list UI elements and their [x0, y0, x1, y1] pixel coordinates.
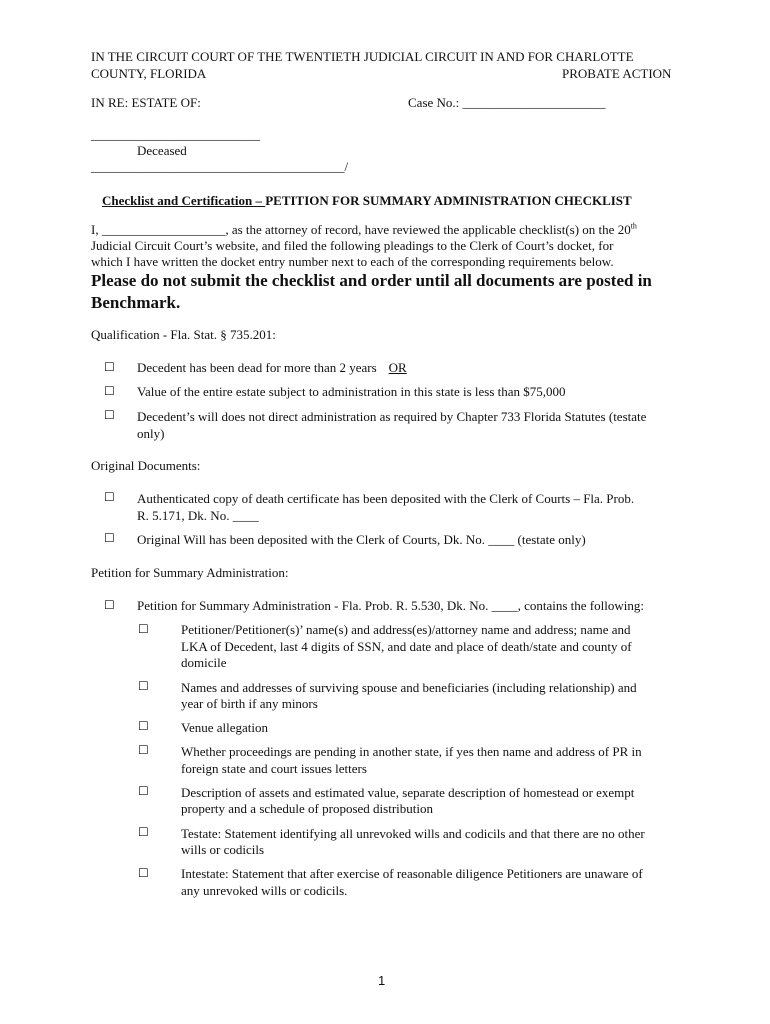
- checkbox-qual-1[interactable]: ☐: [104, 360, 115, 374]
- intro-superscript: th: [630, 221, 637, 231]
- petition-sub4-line1: Whether proceedings are pending in another state, if yes then name and address of PR in: [181, 744, 642, 759]
- intro-line3: which I have written the docket entry number next to each of the corresponding requirements below.: [91, 254, 614, 269]
- orig-item2: Original Will has been deposited with the Clerk of Courts, Dk. No. ____ (testate only): [137, 532, 586, 547]
- orig-item1-line1: Authenticated copy of death certificate has been deposited with the Clerk of Courts – Fla. Prob.: [137, 491, 635, 506]
- original-documents-heading: Original Documents:: [91, 458, 201, 473]
- petition-sub2-line2: year of birth if any minors: [181, 696, 318, 711]
- petition-sub1-line1: Petitioner/Petitioner(s)’ name(s) and address(es)/attorney name and address; name and: [181, 622, 631, 637]
- court-caption-line1: IN THE CIRCUIT COURT OF THE TWENTIETH JUDICIAL CIRCUIT IN AND FOR CHARLOTTE: [91, 49, 634, 64]
- checkbox-petition-main[interactable]: ☐: [104, 598, 115, 612]
- qual-or-label: OR: [388, 360, 407, 375]
- checkbox-qual-3[interactable]: ☐: [104, 408, 115, 422]
- petition-sub6-line1: Testate: Statement identifying all unrevoked wills and codicils and that there are no other: [181, 826, 645, 841]
- qualification-heading: Qualification - Fla. Stat. § 735.201:: [91, 327, 276, 342]
- qual-item3-line1: Decedent’s will does not direct administration as required by Chapter 733 Florida Statutes (testate: [137, 409, 647, 424]
- qual-item1-text: Decedent has been dead for more than 2 years: [137, 360, 377, 375]
- caption-closing-line: _______________________________________/: [91, 159, 349, 174]
- petition-main-item: Petition for Summary Administration - Fla. Prob. R. 5.530, Dk. No. ____, contains the following:: [137, 598, 644, 613]
- petition-sub1-line3: domicile: [181, 655, 227, 670]
- probate-action-label: PROBATE ACTION: [562, 66, 672, 81]
- checkbox-orig-1[interactable]: ☐: [104, 490, 115, 504]
- petition-sub4-line2: foreign state and court issues letters: [181, 761, 367, 776]
- petition-sub5-line1: Description of assets and estimated value, separate description of homestead or exempt: [181, 785, 635, 800]
- deceased-label: Deceased: [137, 143, 187, 158]
- qual-item3-line2: only): [137, 426, 165, 441]
- petition-sub5-line2: property and a schedule of proposed distribution: [181, 801, 433, 816]
- title-rest: PETITION FOR SUMMARY ADMINISTRATION CHECKLIST: [265, 193, 632, 208]
- checkbox-petition-sub-2[interactable]: ☐: [138, 679, 149, 693]
- checkbox-petition-sub-7[interactable]: ☐: [138, 866, 149, 880]
- warning-line1: Please do not submit the checklist and order until all documents are posted in: [91, 271, 652, 290]
- decedent-name-field[interactable]: __________________________: [91, 127, 260, 142]
- checkbox-petition-sub-3[interactable]: ☐: [138, 719, 149, 733]
- qual-item1: [137, 359, 407, 376]
- intro-line2: Judicial Circuit Court’s website, and filed the following pleadings to the Clerk of Court’s docket, for: [91, 238, 614, 253]
- petition-sub2-line1: Names and addresses of surviving spouse and beneficiaries (including relationship) and: [181, 680, 637, 695]
- intro-line1: [91, 221, 637, 238]
- petition-sub6-line2: wills or codicils: [181, 842, 265, 857]
- orig-item1-line2[interactable]: R. 5.171, Dk. No. ____: [137, 508, 259, 523]
- petition-sub3: Venue allegation: [181, 720, 268, 735]
- petition-heading: Petition for Summary Administration:: [91, 565, 289, 580]
- checkbox-petition-sub-4[interactable]: ☐: [138, 743, 149, 757]
- checkbox-petition-sub-5[interactable]: ☐: [138, 784, 149, 798]
- checkbox-petition-sub-1[interactable]: ☐: [138, 622, 149, 636]
- page-number: 1: [378, 973, 386, 988]
- checkbox-petition-sub-6[interactable]: ☐: [138, 825, 149, 839]
- court-caption-line2: COUNTY, FLORIDA: [91, 66, 207, 81]
- intro-line1-text: I, ___________________, as the attorney of record, have reviewed the applicable checklist(s) on the 20: [91, 222, 631, 237]
- title-underlined: Checklist and Certification –: [102, 193, 266, 208]
- checkbox-orig-2[interactable]: ☐: [104, 531, 115, 545]
- petition-sub1-line2: LKA of Decedent, last 4 digits of SSN, and date and place of death/state and county of: [181, 639, 632, 654]
- petition-sub7-line1: Intestate: Statement that after exercise of reasonable diligence Petitioners are unaware of: [181, 866, 643, 881]
- document-title: [102, 192, 632, 209]
- case-number-field[interactable]: Case No.: ______________________: [408, 95, 606, 110]
- checkbox-qual-2[interactable]: ☐: [104, 384, 115, 398]
- qual-item2: Value of the entire estate subject to administration in this state is less than $75,000: [137, 384, 566, 399]
- warning-line2: Benchmark.: [91, 293, 181, 312]
- petition-sub7-line2: any unrevoked wills or codicils.: [181, 883, 348, 898]
- in-re-label: IN RE: ESTATE OF:: [91, 95, 201, 110]
